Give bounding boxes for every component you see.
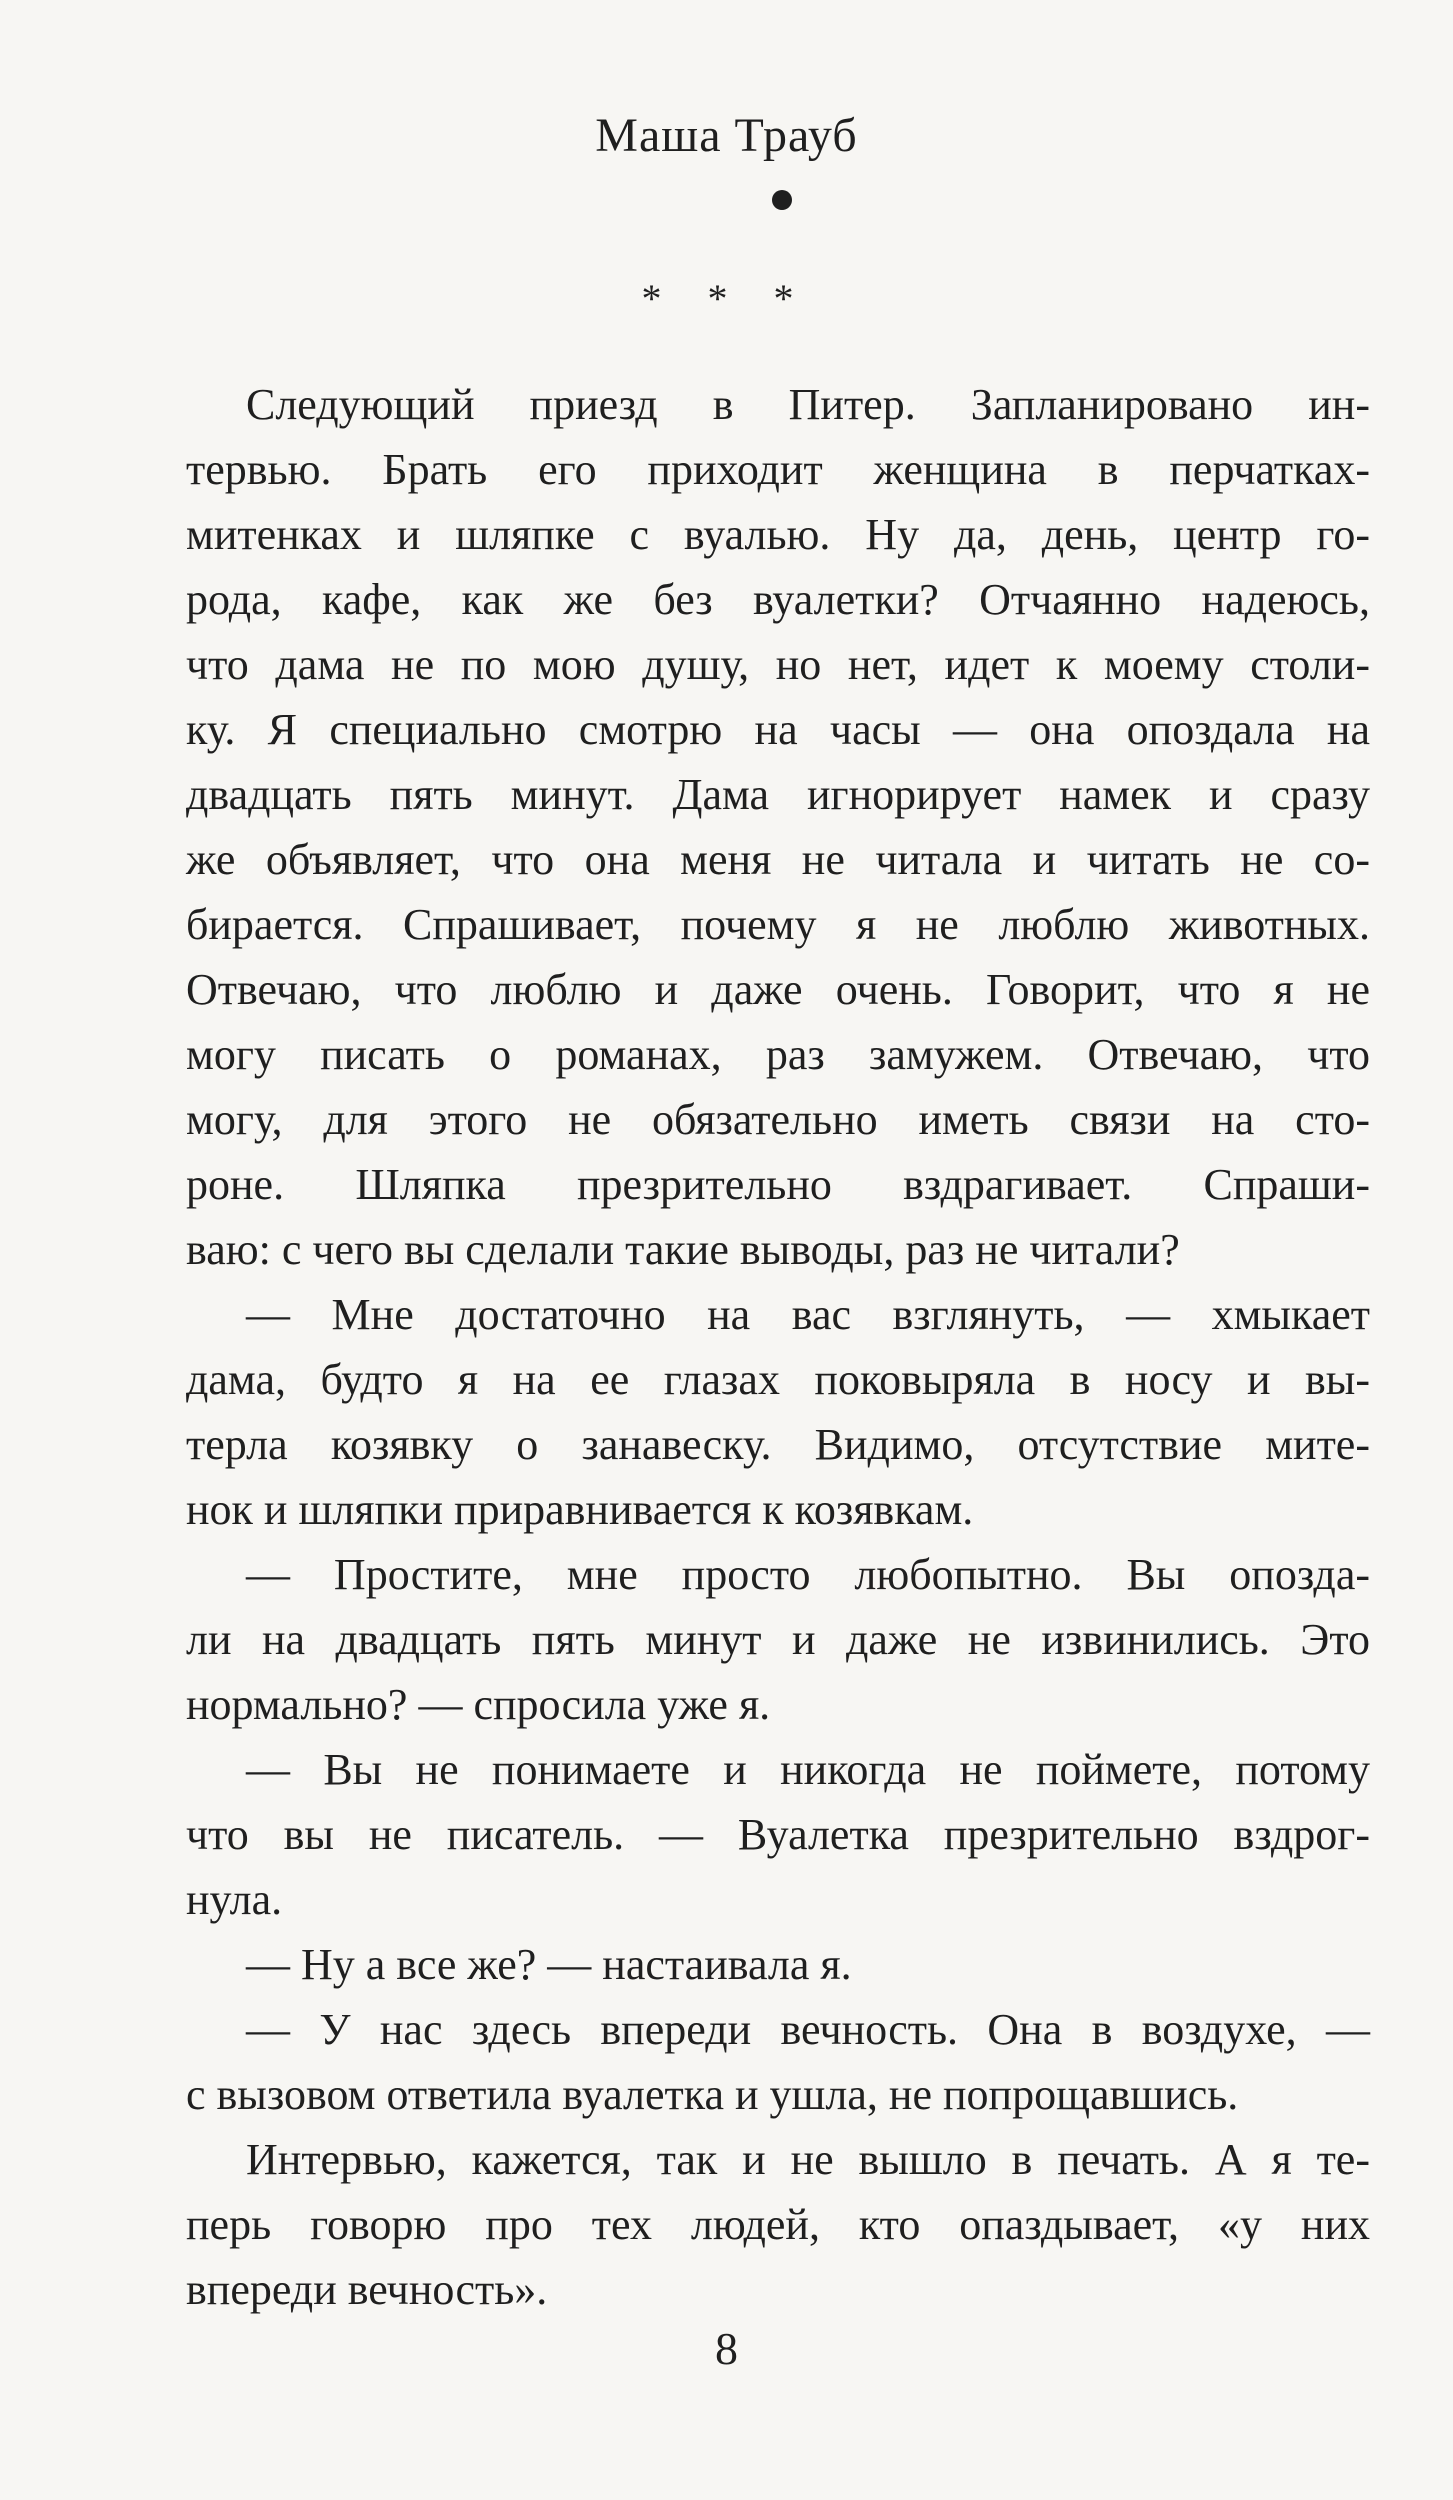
text-line: что вы не писатель. — Вуалетка презрительно вздрог- xyxy=(186,1810,1370,1859)
text-line: — Вы не понимаете и никогда не поймете, потому xyxy=(246,1745,1370,1794)
text-line: бирается. Спрашивает, почему я не люблю животных. xyxy=(186,900,1370,949)
text-line: впереди вечность». xyxy=(186,2265,548,2314)
text-line: терла козявку о занавеску. Видимо, отсутствие мите- xyxy=(186,1420,1370,1469)
text-line: нормально? — спросила уже я. xyxy=(186,1680,771,1729)
text-line: двадцать пять минут. Дама игнорирует намек и сразу xyxy=(186,770,1370,819)
text-line: — Ну а все же? — настаивала я. xyxy=(246,1940,852,1989)
text-line: ваю: с чего вы сделали такие выводы, раз не читали? xyxy=(186,1225,1180,1274)
text-line: — У нас здесь впереди вечность. Она в воздухе, — xyxy=(246,2005,1370,2054)
text-line: же объявляет, что она меня не читала и читать не со- xyxy=(186,835,1370,884)
page-number: 8 xyxy=(715,2323,738,2374)
text-line: — Простите, мне просто любопытно. Вы опозда- xyxy=(246,1550,1370,1599)
text-line: ли на двадцать пять минут и даже не извинились. Это xyxy=(186,1615,1370,1664)
text-line: могу писать о романах, раз замужем. Отвечаю, что xyxy=(186,1030,1370,1079)
text-line: нок и шляпки приравнивается к козявкам. xyxy=(186,1485,974,1534)
text-line: могу, для этого не обязательно иметь связи на сто- xyxy=(186,1095,1370,1144)
text-line: перь говорю про тех людей, кто опаздывает, «у них xyxy=(186,2200,1370,2249)
text-line: тервью. Брать его приходит женщина в перчатках- xyxy=(186,445,1370,494)
text-line: митенках и шляпке с вуалью. Ну да, день, центр го- xyxy=(186,510,1370,559)
body-text xyxy=(186,372,1370,2322)
text-line: роне. Шляпка презрительно вздрагивает. Спраши- xyxy=(186,1160,1370,1209)
section-separator: * * * xyxy=(641,276,812,321)
running-head-author: Маша Трауб xyxy=(595,109,858,162)
text-line: что дама не по мою душу, но нет, идет к моему столи- xyxy=(186,640,1370,689)
text-line: с вызовом ответила вуалетка и ушла, не попрощавшись. xyxy=(186,2070,1239,2119)
text-line: Отвечаю, что люблю и даже очень. Говорит, что я не xyxy=(186,965,1370,1014)
text-line: Интервью, кажется, так и не вышло в печать. А я те- xyxy=(246,2135,1370,2184)
text-line: рода, кафе, как же без вуалетки? Отчаянно надеюсь, xyxy=(186,575,1370,624)
text-line: ку. Я специально смотрю на часы — она опоздала на xyxy=(186,705,1370,754)
text-line: Следующий приезд в Питер. Запланировано ин- xyxy=(246,380,1370,429)
bullet-ornament xyxy=(772,190,792,210)
text-line: нула. xyxy=(186,1875,283,1924)
text-line: — Мне достаточно на вас взглянуть, — хмыкает xyxy=(246,1290,1370,1339)
text-line: дама, будто я на ее глазах поковыряла в носу и вы- xyxy=(186,1355,1370,1404)
